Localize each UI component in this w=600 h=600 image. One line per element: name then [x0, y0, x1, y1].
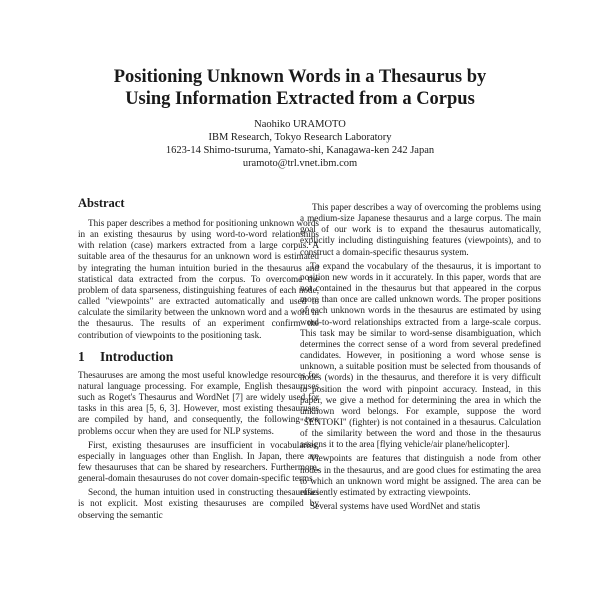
intro-paragraph-1: Thesauruses are among the most useful knowledge resources for natural language processing. For example, English thesauruses such as Roget's Thesaurus and WordNet [7] are widely used for tasks in this area [5, 6, 3]. However, most existing thesauruses are compiled by hand, and consequently, the following two problems occur when they are used for NLP systems.: [78, 369, 319, 436]
intro-paragraph-2: First, existing thesauruses are insufficient in vocabularies, especially in languages other than English. In Japan, there are few thesauruses that can be shared by researchers. Furthermore, general-domain thesauruses do not cover domain-specific terms.: [78, 439, 319, 484]
author-email: uramoto@trl.vnet.ibm.com: [242, 158, 358, 169]
introduction-heading: [78, 349, 319, 364]
abstract-heading: Abstract: [78, 196, 125, 210]
right-paragraph-4: Several systems have used WordNet and statis: [310, 501, 481, 512]
right-paragraph-3: Viewpoints are features that distinguish a node from other nodes in the thesaurus, and are good clues for estimating the area to which an unknown word might be assigned. The area can be efficiently estimated by extracting viewpoints.: [300, 453, 541, 497]
title-line-2: Using Information Extracted from a Corpus: [125, 89, 475, 109]
section-title: Introduction: [100, 348, 174, 364]
author-block: [80, 118, 520, 170]
title-line-1: Positioning Unknown Words in a Thesaurus by: [113, 67, 487, 87]
paper-title: [40, 66, 560, 110]
intro-paragraph-3: Second, the human intuition used in constructing thesauruses is not explicit. Most existing thesauruses are compiled by observing the semantic: [78, 487, 319, 520]
left-column: [78, 196, 319, 521]
right-paragraph-1: This paper describes a way of overcoming the problems using a medium-size Japanese thesaurus and a large corpus. The main goal of our work is to expand the thesaurus automatically, explicitly including distinguishing features (viewpoints), and to construct a domain-specific thesaurus system.: [300, 202, 541, 257]
author-name: Naohiko URAMOTO: [254, 119, 346, 130]
right-paragraph-2: To expand the vocabulary of the thesaurus, it is important to position new words in it accurately. In this paper, words that are not contained in the thesaurus but that appeared in the corpus more than once are called unknown words. The proper positions of each unknown words in the thesaurus are estimated by using word-to-word relationships extracted from a large-scale corpus. This task may be similar to word-sense disambiguation, which determines the correct sense of a word from several predefined candidates. However, in positioning a word whose sense is unknown, a suitable position must be selected from thousands of nodes (words) in the thesaurus, and therefore it is very difficult to position the word with pinpoint accuracy. Instead, in this paper, we give a method for determining the area in which the unknown word belongs. For example, suppose the word "SENTOKI" (fighter) is not contained in a thesaurus. Calculation of the similarity between the word and those in the thesaurus assigns it to the area [flying vehicle/air plane/helicopter].: [300, 260, 541, 450]
abstract-text: This paper describes a method for positioning unknown words in an existing thesaurus by using word-to-word relationships with relation (case) markers extracted from a large corpus. A suitable area of the thesaurus for an unknown word is estimated by integrating the human intuition buried in the thesaurus and statistical data extracted from the corpus. To overcome the problem of data sparseness, distinguishing features of each node, called "viewpoints" are extracted automatically and used to calculate the similarity between the unknown word and a word in the thesaurus. The results of an experiment confirm the contribution of viewpoints to the positioning task.: [78, 218, 319, 340]
right-column: [300, 202, 541, 512]
author-affiliation: IBM Research, Tokyo Research Laboratory: [208, 132, 392, 143]
author-address: 1623-14 Shimo-tsuruma, Yamato-shi, Kanagawa-ken 242 Japan: [165, 145, 435, 156]
section-number: 1: [78, 348, 85, 364]
